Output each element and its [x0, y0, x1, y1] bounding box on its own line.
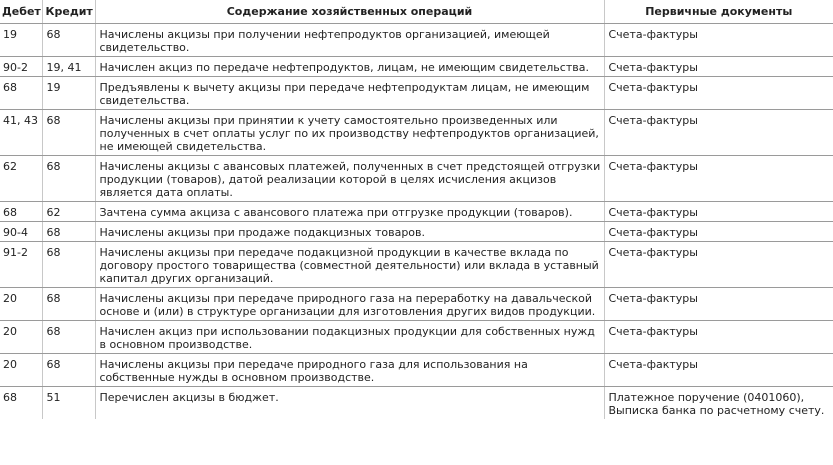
cell-debit: 20	[0, 288, 42, 321]
table-row	[0, 24, 833, 57]
header-description: Содержание хозяйственных операций	[95, 0, 604, 24]
cell-documents: Счета-фактуры	[604, 110, 833, 156]
cell-documents: Счета-фактуры	[604, 242, 833, 288]
table-row	[0, 321, 833, 354]
cell-description: Начислены акцизы при передаче природного газа на переработку на давальческой основе и (или) в структуре организации для изготовления других видов продукции.	[95, 288, 604, 321]
table-row	[0, 57, 833, 77]
cell-documents: Счета-фактуры	[604, 24, 833, 57]
table-row	[0, 77, 833, 110]
table-row	[0, 222, 833, 242]
cell-description: Предъявлены к вычету акцизы при передаче нефтепродуктам лицам, не имеющим свидетельства.	[95, 77, 604, 110]
cell-credit: 68	[42, 242, 95, 288]
table-row	[0, 242, 833, 288]
cell-documents: Счета-фактуры	[604, 354, 833, 387]
table-row	[0, 288, 833, 321]
cell-documents: Счета-фактуры	[604, 57, 833, 77]
header-debit: Дебет	[0, 0, 42, 24]
cell-description: Начислены акцизы при получении нефтепродуктов организацией, имеющей свидетельство.	[95, 24, 604, 57]
cell-credit: 19	[42, 77, 95, 110]
cell-debit: 20	[0, 321, 42, 354]
cell-description: Начислен акциз по передаче нефтепродуктов, лицам, не имеющим свидетельства.	[95, 57, 604, 77]
cell-debit: 68	[0, 77, 42, 110]
cell-credit: 68	[42, 354, 95, 387]
cell-description: Начислены акцизы при принятии к учету самостоятельно произведенных или полученных в счет оплаты услуг по их производству нефтепродуктов организацией, не имеющей свидетельства.	[95, 110, 604, 156]
cell-credit: 51	[42, 387, 95, 420]
table-row	[0, 387, 833, 420]
cell-debit: 20	[0, 354, 42, 387]
cell-credit: 68	[42, 156, 95, 202]
table-row	[0, 202, 833, 222]
cell-debit: 62	[0, 156, 42, 202]
cell-description: Зачтена сумма акциза с авансового платежа при отгрузке продукции (товаров).	[95, 202, 604, 222]
cell-debit: 68	[0, 202, 42, 222]
header-row	[0, 0, 833, 24]
cell-documents: Счета-фактуры	[604, 321, 833, 354]
cell-description: Начислены акцизы при передаче природного газа для использования на собственные нужды в основном производстве.	[95, 354, 604, 387]
cell-documents: Счета-фактуры	[604, 77, 833, 110]
ledger-header	[0, 0, 833, 24]
cell-debit: 90-2	[0, 57, 42, 77]
cell-credit: 62	[42, 202, 95, 222]
cell-description: Начислены акцизы с авансовых платежей, полученных в счет предстоящей отгрузки продукции (товаров), датой реализации которой в целях исчисления акцизов является дата оплаты.	[95, 156, 604, 202]
ledger-body	[0, 24, 833, 420]
table-row	[0, 110, 833, 156]
cell-documents: Счета-фактуры	[604, 222, 833, 242]
cell-credit: 68	[42, 288, 95, 321]
cell-documents: Счета-фактуры	[604, 156, 833, 202]
cell-documents: Платежное поручение (0401060), Выписка банка по расчетному счету.	[604, 387, 833, 420]
header-documents: Первичные документы	[604, 0, 833, 24]
header-credit: Кредит	[42, 0, 95, 24]
cell-debit: 41, 43	[0, 110, 42, 156]
cell-credit: 68	[42, 321, 95, 354]
table-row	[0, 354, 833, 387]
cell-description: Начислен акциз при использовании подакцизных продукции для собственных нужд в основном производстве.	[95, 321, 604, 354]
cell-debit: 91-2	[0, 242, 42, 288]
cell-description: Начислены акцизы при передаче подакцизной продукции в качестве вклада по договору простого товарищества (совместной деятельности) или вклада в уставный капитал других организаций.	[95, 242, 604, 288]
cell-credit: 68	[42, 24, 95, 57]
cell-documents: Счета-фактуры	[604, 202, 833, 222]
cell-credit: 19, 41	[42, 57, 95, 77]
cell-description: Начислены акцизы при продаже подакцизных товаров.	[95, 222, 604, 242]
cell-credit: 68	[42, 222, 95, 242]
table-row	[0, 156, 833, 202]
cell-description: Перечислен акцизы в бюджет.	[95, 387, 604, 420]
cell-documents: Счета-фактуры	[604, 288, 833, 321]
cell-debit: 68	[3, 391, 17, 404]
cell-credit: 68	[42, 110, 95, 156]
cell-debit: 19	[0, 24, 42, 57]
cell-debit: 90-4	[0, 222, 42, 242]
